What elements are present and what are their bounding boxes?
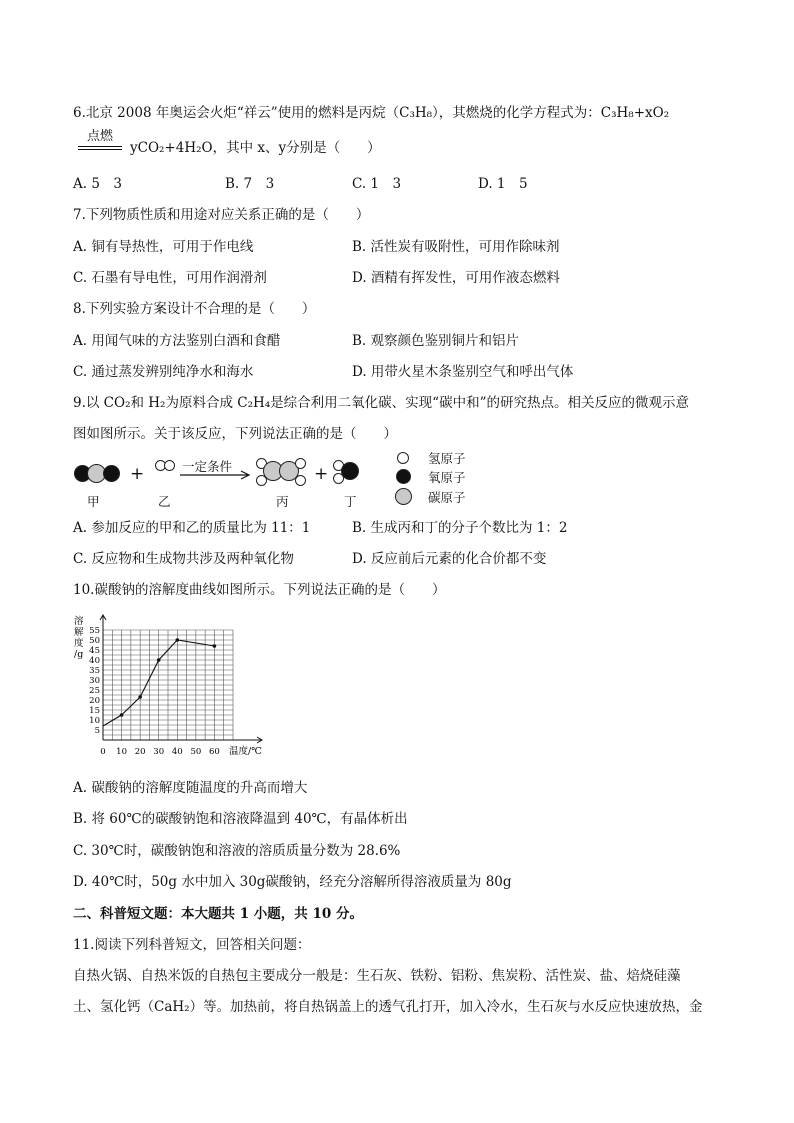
q6-option-a[interactable]: A. 5 3 bbox=[73, 176, 123, 192]
y-tick-label: 45 bbox=[89, 646, 100, 656]
q9-bing-hydrogen-tr bbox=[295, 458, 306, 469]
x-axis-label: 温度/℃ bbox=[229, 746, 262, 757]
q9-option-a[interactable]: A. 参加反应的甲和乙的质量比为 11：1 bbox=[73, 520, 311, 536]
data-point bbox=[120, 713, 124, 717]
y-axis-label: 度 bbox=[74, 638, 84, 649]
y-axis-label: 溶 bbox=[74, 616, 84, 627]
q9-legend-oxygen: 氧原子 bbox=[428, 470, 466, 485]
q9-condition: 一定条件 bbox=[182, 459, 233, 474]
q9-label-jia: 甲 bbox=[87, 494, 100, 509]
q6-double-bar bbox=[78, 146, 122, 150]
q10-option-a[interactable]: A. 碳酸钠的溶解度随温度的升高而增大 bbox=[73, 780, 308, 796]
x-tick-label: 10 bbox=[116, 747, 127, 757]
q11-paragraph-line2: 土、氢化钙（CaH₂）等。加热前，将自热锅盖上的透气孔打开，加入冷水，生石灰与水反应快速放热，金 bbox=[73, 999, 703, 1015]
q9-yi-hydrogen-2 bbox=[164, 460, 175, 471]
q9-legend-hydrogen: 氢原子 bbox=[428, 451, 466, 466]
x-tick-label: 40 bbox=[171, 747, 183, 757]
q8-stem: 8.下列实验方案设计不合理的是（ ） bbox=[73, 301, 316, 317]
q9-legend-carbon: 碳原子 bbox=[428, 490, 466, 505]
q6-stem-line1: 6.北京 2008 年奥运会火炬“祥云”使用的燃料是丙烷（C₃H₈），其燃烧的化学方程式为：C₃H₈+xO₂ bbox=[73, 105, 670, 121]
q6-condition-label: 点燃 bbox=[86, 129, 113, 144]
q9-option-b[interactable]: B. 生成丙和丁的分子个数比为 1：2 bbox=[352, 520, 568, 536]
q7-option-a[interactable]: A. 铜有导热性，可用于作电线 bbox=[73, 239, 254, 255]
data-point bbox=[175, 638, 179, 642]
q10-option-c[interactable]: C. 30℃时，碳酸钠饱和溶液的溶质质量分数为 28.6% bbox=[73, 843, 401, 859]
q9-reaction-arrow bbox=[178, 470, 254, 480]
q9-jia-oxygen-right bbox=[103, 465, 120, 482]
q9-option-d[interactable]: D. 反应前后元素的化合价都不变 bbox=[352, 551, 547, 567]
q10-stem: 10.碳酸钠的溶解度曲线如图所示。下列说法正确的是（ ） bbox=[73, 582, 446, 598]
y-tick-label: 50 bbox=[89, 636, 100, 646]
x-tick-label: 60 bbox=[209, 747, 220, 757]
q10-option-b[interactable]: B. 将 60℃的碳酸钠饱和溶液降温到 40℃，有晶体析出 bbox=[73, 811, 408, 827]
q9-ding-oxygen bbox=[341, 462, 359, 480]
x-tick-label: 30 bbox=[153, 747, 165, 757]
data-point bbox=[213, 644, 217, 648]
q7-stem: 7.下列物质性质和用途对应关系正确的是（ ） bbox=[73, 207, 370, 223]
q7-option-b[interactable]: B. 活性炭有吸附性，可用作除味剂 bbox=[352, 239, 560, 255]
q9-stem-line1: 9.以 CO₂和 H₂为原料合成 C₂H₄是综合利用二氧化碳、实现“碳中和”的研究热点。相关反应的微观示意 bbox=[73, 395, 689, 411]
y-tick-label: 10 bbox=[89, 716, 100, 726]
q11-stem: 11.阅读下列科普短文，回答相关问题： bbox=[73, 937, 311, 953]
q8-option-b[interactable]: B. 观察颜色鉴别铜片和铝片 bbox=[352, 333, 520, 349]
data-point bbox=[138, 695, 142, 699]
q6-option-b[interactable]: B. 7 3 bbox=[225, 176, 275, 192]
q9-legend-hydrogen-icon bbox=[397, 452, 409, 464]
y-axis-label: /g bbox=[74, 649, 84, 660]
y-axis-label: 解 bbox=[74, 627, 84, 638]
y-tick-label: 55 bbox=[89, 626, 100, 636]
q6-option-d[interactable]: D. 1 5 bbox=[478, 176, 528, 192]
q9-plus-1: + bbox=[130, 464, 145, 484]
q9-plus-2: + bbox=[314, 464, 329, 484]
section2-heading: 二、科普短文题：本大题共 1 小题，共 10 分。 bbox=[73, 906, 363, 922]
data-point bbox=[157, 658, 161, 662]
q8-option-c[interactable]: C. 通过蒸发辨别纯净水和海水 bbox=[73, 364, 254, 380]
q10-option-d[interactable]: D. 40℃时，50g 水中加入 30g碳酸钠，经充分溶解所得溶液质量为 80g bbox=[73, 874, 512, 890]
q9-label-bing: 丙 bbox=[276, 494, 289, 509]
y-tick-label: 40 bbox=[89, 656, 100, 666]
x-tick-label: 0 bbox=[100, 747, 106, 757]
solubility-chart bbox=[70, 612, 280, 767]
x-tick-label: 20 bbox=[134, 747, 146, 757]
q6-stem-line2: yCO₂+4H₂O，其中 x、y分别是（ ） bbox=[130, 140, 381, 156]
q9-legend-oxygen-icon bbox=[396, 469, 411, 484]
q9-reaction-diagram bbox=[70, 448, 490, 510]
q11-paragraph-line1: 自热火锅、自热米饭的自热包主要成分一般是：生石灰、铁粉、铝粉、焦炭粉、活性炭、盐、焙烧硅藻 bbox=[73, 968, 681, 984]
y-tick-label: 5 bbox=[94, 726, 100, 736]
x-tick-label: 50 bbox=[190, 747, 202, 757]
q9-legend-carbon-icon bbox=[395, 488, 412, 505]
q6-option-c[interactable]: C. 1 3 bbox=[352, 176, 402, 192]
q6-reaction-condition bbox=[78, 130, 122, 150]
q9-stem-line2: 图如图所示。关于该反应，下列说法正确的是（ ） bbox=[73, 426, 397, 442]
y-tick-label: 20 bbox=[89, 696, 100, 706]
solubility-chart-svg bbox=[70, 612, 280, 767]
y-tick-label: 30 bbox=[89, 676, 100, 686]
q8-option-d[interactable]: D. 用带火星木条鉴别空气和呼出气体 bbox=[352, 364, 574, 380]
q7-option-c[interactable]: C. 石墨有导电性，可用作润滑剂 bbox=[73, 270, 267, 286]
y-tick-label: 35 bbox=[89, 666, 100, 676]
y-tick-label: 25 bbox=[89, 686, 100, 696]
q9-option-c[interactable]: C. 反应物和生成物共涉及两种氧化物 bbox=[73, 551, 294, 567]
y-tick-label: 15 bbox=[89, 706, 100, 716]
q9-bing-hydrogen-br bbox=[295, 475, 306, 486]
q8-option-a[interactable]: A. 用闻气味的方法鉴别白酒和食醋 bbox=[73, 333, 281, 349]
q9-label-yi: 乙 bbox=[158, 494, 171, 509]
q9-label-ding: 丁 bbox=[344, 494, 357, 509]
q7-option-d[interactable]: D. 酒精有挥发性，可用作液态燃料 bbox=[352, 270, 560, 286]
